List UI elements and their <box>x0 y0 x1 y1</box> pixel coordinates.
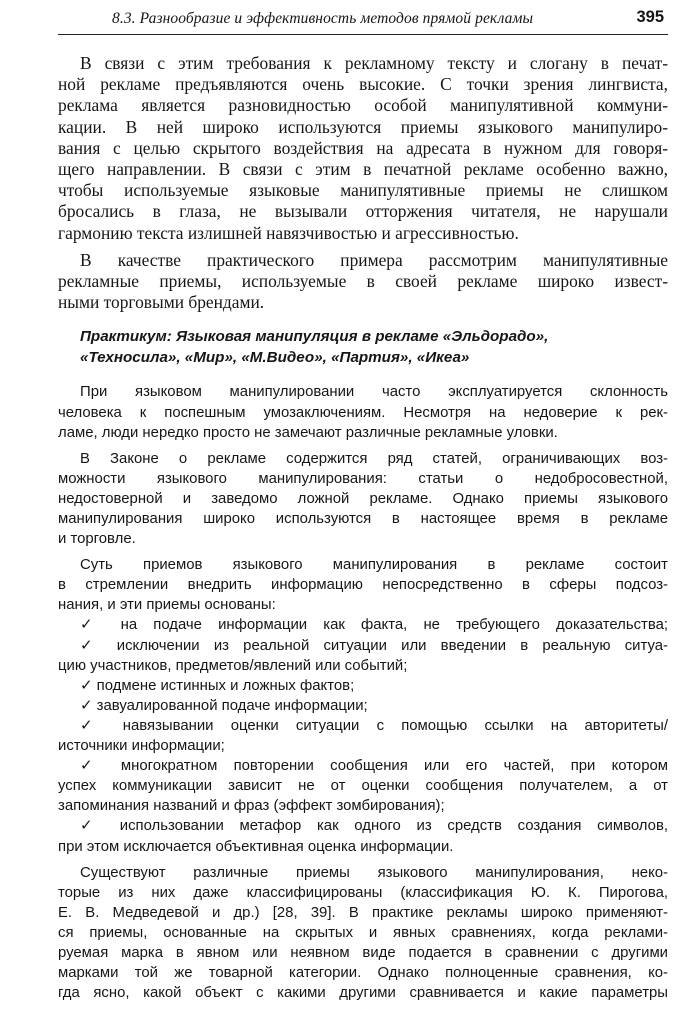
text-line: ламе, люди нередко просто не замечают различные рекламные уловки. <box>58 424 558 441</box>
list-item-text: исключении из реальной ситуации или введении в реальную ситуа- <box>116 637 668 654</box>
checkmark-icon: ✓ <box>80 697 93 714</box>
list-item <box>58 676 668 696</box>
checkmark-icon: ✓ <box>80 717 106 734</box>
paragraph <box>58 53 668 244</box>
text-line: цию участников, предметов/явлений или событий; <box>58 657 408 674</box>
text-line: реклама является разновидностью особой манипулятивной коммуни- <box>58 95 668 116</box>
text-line: вания с целью скрытого воздействия на адресата в нужном для говоря- <box>58 137 668 158</box>
list-item-text: подмене истинных и ложных фактов; <box>96 677 355 694</box>
running-title: 8.3. Разнообразие и эффективность методов прямой рекламы <box>112 10 534 27</box>
list-item <box>58 756 668 816</box>
text-line: рекламные приемы, используемые в своей рекламе широко извест- <box>58 271 668 292</box>
heading-line: «Техносила», «Мир», «М.Видео», «Партия», «Икеа» <box>80 348 470 366</box>
checkmark-icon: ✓ <box>80 617 105 634</box>
text-line <box>58 756 668 776</box>
text-line: руемая марка в явном или неявном виде подается в сравнении с другими <box>58 944 668 961</box>
text-line <box>58 676 668 696</box>
text-line: При языковом манипулировании часто эксплуатируется склонность <box>80 384 668 401</box>
text-line: гда ясно, какой объект с какими другими сравнивается и какие параметры <box>58 985 668 1002</box>
text-line: манипулирования широко используются в настоящее время в рекламе <box>58 511 668 527</box>
text-line: ся приемы, основанные на скрытых и явных сравнениях, когда реклами- <box>58 924 668 941</box>
page-header <box>58 4 668 35</box>
list-item <box>58 696 668 716</box>
list-item <box>58 615 668 635</box>
text-line: марками той же товарной категории. Однако полноценные сравнения, ко- <box>58 965 668 982</box>
text-line: кации. В ней широко используются приемы языкового манипулиро- <box>58 116 668 137</box>
text-line: торые из них даже классифицированы (классификация Ю. К. Пирогова, <box>58 884 668 901</box>
book-page <box>0 4 682 1032</box>
text-line: недостоверной и заведомо ложной рекламе. Однако приемы языкового <box>58 490 668 507</box>
text-line <box>58 615 668 635</box>
list-item-text: многократном повторении сообщения или его частей, при котором <box>120 758 668 775</box>
list-item-text: на подаче информации как факта, не требующего доказательства; <box>120 617 669 634</box>
page-number: 395 <box>636 8 664 26</box>
paragraph <box>58 863 668 1004</box>
paragraph <box>58 250 668 314</box>
text-line: можности языкового манипулирования: статьи о недобросовестной, <box>58 470 668 487</box>
text-line: источники информации; <box>58 738 225 755</box>
text-line: В качестве практического примера рассмотрим манипулятивные <box>80 249 668 270</box>
text-line: успех коммуникации зависит не от оценки сообщения получателем, а от <box>58 778 668 795</box>
text-line <box>58 636 668 656</box>
list-item <box>58 816 668 856</box>
checkmark-icon: ✓ <box>80 637 103 654</box>
paragraph <box>58 555 668 615</box>
list-item <box>58 636 668 676</box>
list-item <box>58 716 668 756</box>
paragraph <box>58 449 668 549</box>
text-line: В связи с этим требования к рекламному тексту и слогану в печат- <box>80 53 668 73</box>
intro-text <box>58 53 668 313</box>
text-line: нания, и эти приемы основаны: <box>58 597 276 614</box>
text-line: В Законе о рекламе содержится ряд статей, ограничивающих воз- <box>80 450 668 467</box>
text-line <box>58 816 668 836</box>
text-line: при этом исключается объективная оценка информации. <box>58 838 454 855</box>
practicum-heading <box>58 327 668 368</box>
text-line: ной рекламе предъявляются очень высокие. С точки зрения лингвиста, <box>58 74 668 95</box>
text-line: Суть приемов языкового манипулирования в рекламе состоит <box>80 557 668 574</box>
text-line: чтобы используемые языковые манипулятивные приемы не слишком <box>58 180 668 201</box>
text-line: бросались в глаза, не вызывали отторжения читателя, не нарушали <box>58 201 668 222</box>
checkmark-icon: ✓ <box>80 758 105 775</box>
text-line <box>58 696 668 716</box>
text-line: и торговле. <box>58 531 136 548</box>
paragraph <box>58 382 668 442</box>
list-item-text: навязывании оценки ситуации с помощью ссылки на авторитеты/ <box>122 717 668 734</box>
text-line: Существуют различные приемы языкового манипулирования, неко- <box>80 864 668 881</box>
text-line: человека к поспешным умозаключениям. Несмотря на недоверие к рек- <box>58 404 668 421</box>
text-line: запоминания названий и фраз (эффект зомбирования); <box>58 798 445 815</box>
practicum-text <box>58 382 668 1003</box>
list-item-text: использовании метафор как одного из средств создания символов, <box>119 818 668 835</box>
text-line: щего направлении. В связи с этим в печатной рекламе особенно важно, <box>58 159 668 180</box>
checkmark-icon: ✓ <box>80 677 93 694</box>
heading-line: Практикум: Языковая манипуляция в рекламе «Эльдорадо», <box>80 328 549 346</box>
text-line: ными торговыми брендами. <box>58 292 265 313</box>
text-line: Е. В. Медведевой и др.) [28, 39]. В практике рекламы широко применяют- <box>58 904 668 921</box>
list-item-text: завуалированной подаче информации; <box>96 697 368 714</box>
text-line: гармонию текста излишней навязчивостью и агрессивностью. <box>58 222 519 243</box>
text-line <box>58 716 668 736</box>
text-line: в стремлении внедрить информацию непосредственно в сферы подсоз- <box>58 577 668 594</box>
checkmark-icon: ✓ <box>80 818 105 835</box>
